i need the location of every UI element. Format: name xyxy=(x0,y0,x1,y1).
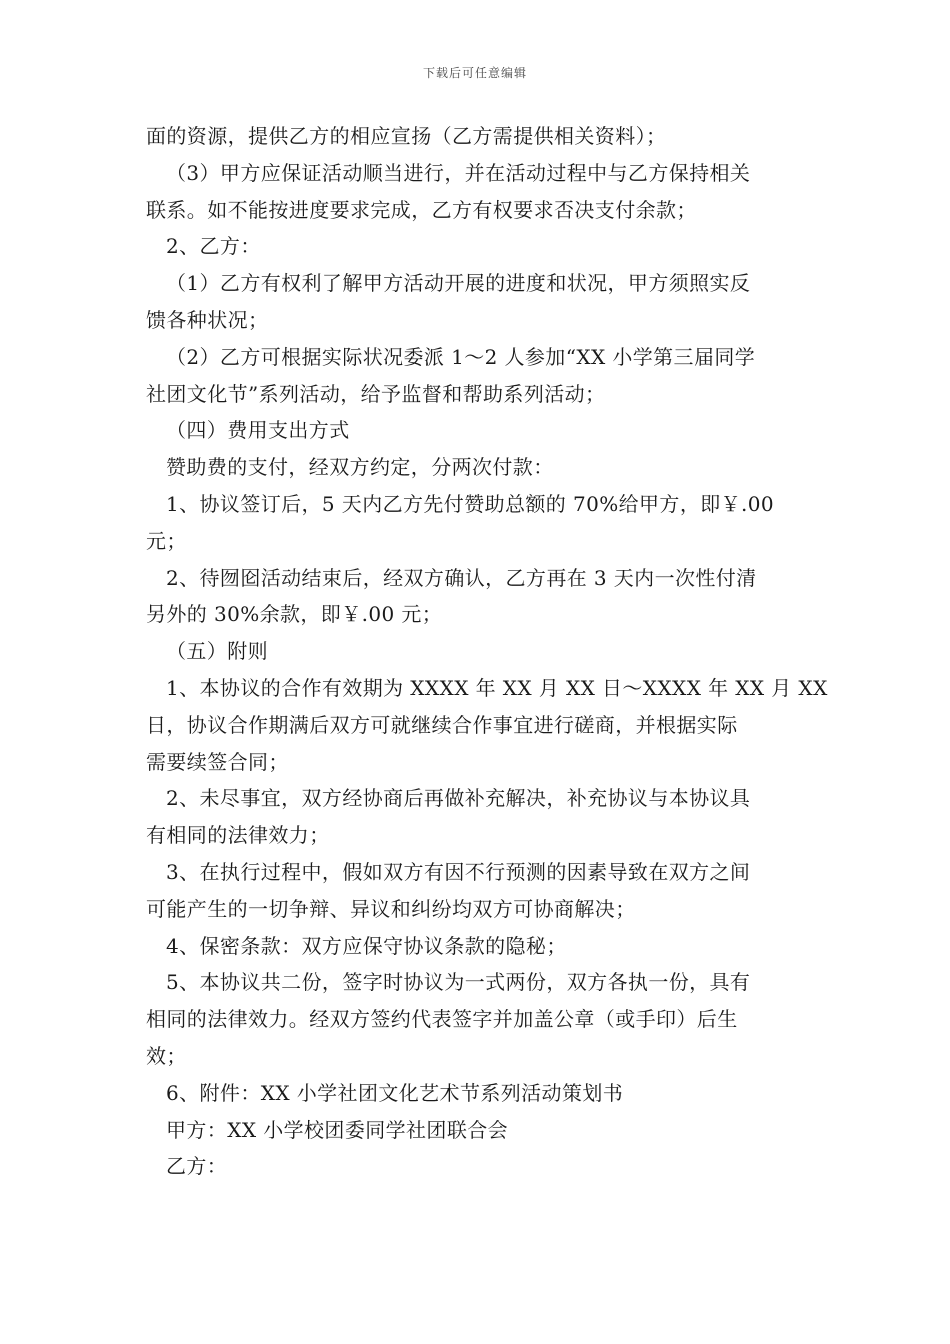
text-line: 2、待囫囵活动结束后，经双方确认，乙方再在 3 天内一次性付清 xyxy=(166,565,757,590)
text-line: 有相同的法律效力； xyxy=(146,823,330,848)
text-line: 元； xyxy=(146,528,187,553)
text-line: 面的资源，提供乙方的相应宣扬（乙方需提供相关资料）； xyxy=(146,124,667,148)
text-line: （2）乙方可根据实际状况委派 1～2 人参加“XX 小学第三届同学 xyxy=(166,344,756,369)
page-header: 下载后可任意编辑 xyxy=(422,66,527,80)
text-line: 2、乙方： xyxy=(166,234,261,259)
text-line: （1）乙方有权利了解甲方活动开展的进度和状况，甲方须照实反 xyxy=(166,271,751,296)
text-line: 需要续签合同； xyxy=(146,749,289,774)
text-line: 赞助费的支付，经双方约定，分两次付款： xyxy=(166,455,554,480)
text-line: （四）费用支出方式 xyxy=(166,418,350,443)
text-line: 乙方： xyxy=(166,1154,228,1179)
text-line: 1、协议签订后，5 天内乙方先付赞助总额的 70%给甲方，即￥.00 xyxy=(166,491,775,516)
text-line: 甲方：XX 小学校团委同学社团联合会 xyxy=(166,1117,509,1142)
text-line: 3、在执行过程中，假如双方有因不行预测的因素导致在双方之间 xyxy=(166,859,751,884)
text-line: （五）附则 xyxy=(166,639,268,664)
text-line: 6、附件：XX 小学社团文化艺术节系列活动策划书 xyxy=(166,1080,624,1105)
document-body xyxy=(146,118,828,1185)
text-line: 社团文化节”系列活动，给予监督和帮助系列活动； xyxy=(146,381,606,406)
text-line: 另外的 30%余款，即￥.00 元； xyxy=(146,602,443,627)
text-line: 可能产生的一切争辩、异议和纠纷均双方可协商解决； xyxy=(146,896,636,921)
text-line: 4、保密条款：双方应保守协议条款的隐秘； xyxy=(166,933,567,958)
text-line: 相同的法律效力。经双方签约代表签字并加盖公章（或手印）后生 xyxy=(146,1007,738,1032)
text-line: 效； xyxy=(146,1043,187,1068)
text-line: 2、未尽事宜，双方经协商后再做补充解决，补充协议与本协议具 xyxy=(166,786,751,811)
text-line: 5、本协议共二份，签字时协议为一式两份，双方各执一份，具有 xyxy=(166,970,751,995)
text-line: 1、本协议的合作有效期为 XXXX 年 XX 月 XX 日～XXXX 年 XX 月 XX xyxy=(166,675,828,700)
text-line: （3）甲方应保证活动顺当进行，并在活动过程中与乙方保持相关 xyxy=(166,160,751,185)
text-line: 日，协议合作期满后双方可就继续合作事宜进行磋商，并根据实际 xyxy=(146,712,738,737)
text-line: 馈各种状况； xyxy=(146,307,269,332)
text-line: 联系。如不能按进度要求完成，乙方有权要求否决支付余款； xyxy=(146,197,697,222)
